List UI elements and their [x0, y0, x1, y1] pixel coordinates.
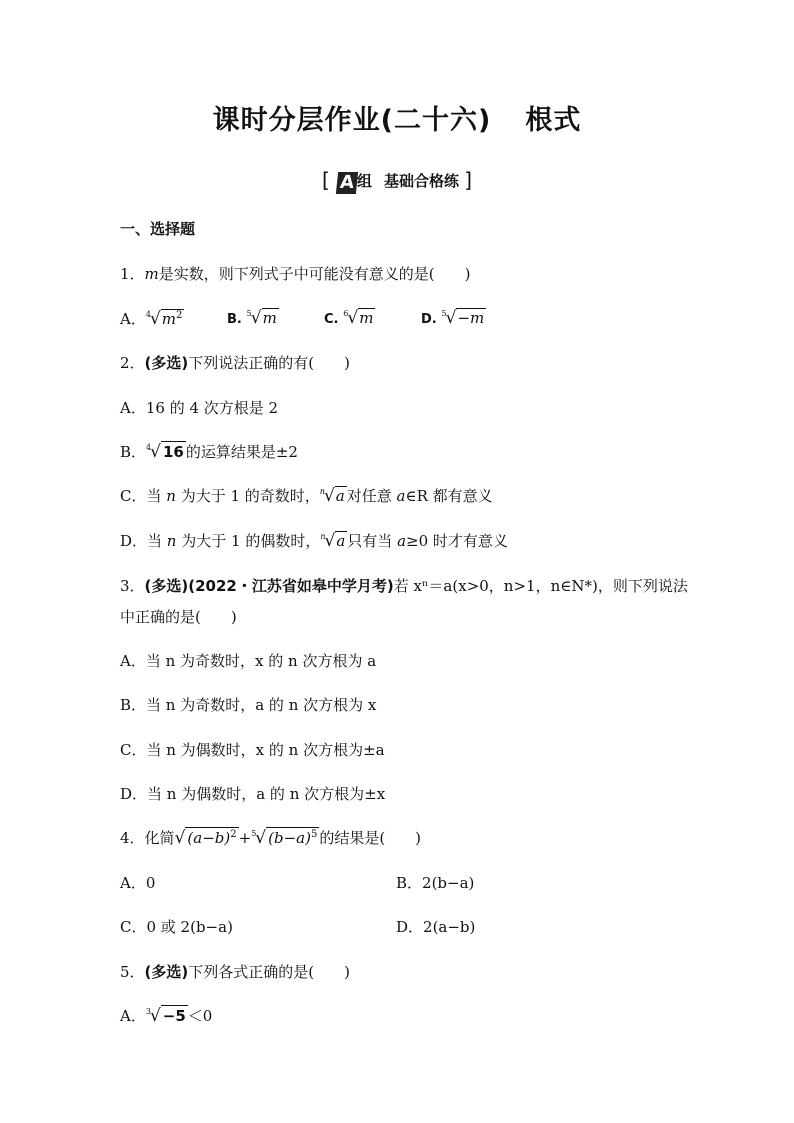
q1-option-a — [120, 308, 184, 329]
var: a — [396, 487, 406, 505]
var: n — [166, 487, 176, 505]
q1-var: m — [144, 265, 159, 283]
radicand-expr: (a−b) — [187, 829, 231, 847]
q3-text-continued: 中正确的是( ) — [120, 608, 237, 626]
question-2 — [120, 352, 350, 373]
q1-number: 1． — [120, 265, 145, 283]
q4-option-c: C．0 或 2(b−a) — [120, 918, 233, 936]
q3-option-a: A．当 n 为奇数时，x 的 n 次方根为 a — [120, 652, 377, 670]
q4-option-b: B．2(b−a) — [396, 874, 475, 892]
q1-option-d — [421, 308, 486, 328]
radicand: −m — [457, 309, 485, 327]
q3-option-c: C．当 n 为偶数时，x 的 n 次方根为±a — [120, 741, 385, 759]
radicand-var: m — [161, 310, 177, 328]
q2-option-c — [120, 485, 493, 506]
exponent: 2 — [176, 310, 183, 321]
radical-sign-icon: √ — [445, 308, 457, 328]
q3-option-d: D．当 n 为偶数时，a 的 n 次方根为±x — [120, 785, 386, 803]
root-index: n — [320, 532, 326, 541]
option-label: B. — [227, 312, 242, 327]
q2-tag: (多选) — [144, 354, 189, 372]
radical-sign-icon: √ — [323, 486, 335, 506]
option-label: A． — [120, 310, 146, 328]
question-3 — [120, 575, 688, 596]
exponent: 2 — [230, 829, 237, 840]
q1-option-c — [324, 308, 375, 328]
radical-sign-icon: √ — [347, 308, 359, 328]
option-text: ＜0 — [187, 1007, 213, 1025]
plus-sign: + — [238, 829, 252, 847]
option-text: 的运算结果是±2 — [185, 443, 298, 461]
root-index: 6 — [343, 309, 349, 318]
q3-number: 3． — [120, 577, 145, 595]
option-label: A． — [120, 1007, 146, 1025]
radicand — [185, 827, 238, 847]
bracket-right: ] — [464, 168, 473, 192]
question-4 — [120, 827, 421, 848]
radical-sign-icon: √ — [150, 442, 161, 462]
q5-number: 5． — [120, 963, 145, 981]
root-index: 4 — [146, 443, 152, 452]
q5-tag: (多选) — [144, 963, 189, 981]
page-title — [0, 98, 794, 137]
q2-text: 下列说法正确的有( ) — [188, 354, 350, 372]
radicand: 16 — [162, 443, 184, 461]
title-main: 课时分层作业(二十六) — [212, 105, 492, 136]
text: 只有当 — [347, 532, 398, 550]
radicand: a — [335, 487, 345, 505]
radicand — [161, 309, 185, 328]
radical-sign-icon: √ — [255, 828, 267, 848]
q3-option-b: B．当 n 为奇数时，a 的 n 次方根为 x — [120, 696, 377, 714]
radical-sign-icon: √ — [149, 1006, 161, 1026]
option-label: C. — [324, 312, 339, 327]
q2-option-d — [120, 530, 508, 551]
bracket-left: [ — [321, 168, 330, 192]
radicand: m — [262, 309, 277, 327]
q3-text: 若 xⁿ＝a(x>0，n>1，n∈N*)，则下列说法 — [393, 577, 688, 595]
root-index: n — [319, 487, 325, 496]
group-name: 基础合格练 — [383, 172, 459, 190]
group-letter-badge: A — [336, 172, 358, 194]
q5-text: 下列各式正确的是( ) — [188, 963, 350, 981]
radical-sign-icon: √ — [324, 531, 336, 551]
question-1 — [120, 263, 471, 284]
title-sub: 根式 — [525, 105, 582, 136]
text: D．当 — [120, 532, 167, 550]
text: C．当 — [120, 487, 167, 505]
q3-tag: (多选)(2022・江苏省如皋中学月考) — [144, 577, 394, 595]
section-heading: 一、选择题 — [120, 220, 196, 238]
root-index: 4 — [145, 310, 151, 319]
var: a — [397, 532, 407, 550]
question-5 — [120, 961, 350, 982]
group-heading — [0, 168, 794, 194]
root-index: 5 — [251, 829, 257, 838]
option-label: B． — [120, 443, 147, 461]
text: ≥0 时才有意义 — [406, 532, 508, 550]
root-index: 5 — [441, 309, 447, 318]
q4-text-post: 的结果是( ) — [319, 829, 422, 847]
text: 对任意 — [346, 487, 397, 505]
root-index: 5 — [246, 309, 252, 318]
radicand: a — [336, 532, 346, 550]
root-index: 3 — [145, 1007, 151, 1016]
text: ∈R 都有意义 — [405, 487, 493, 505]
q2-number: 2． — [120, 354, 145, 372]
option-label: D. — [421, 312, 437, 327]
q1-text: 是实数，则下列式子中可能没有意义的是( ) — [158, 265, 471, 283]
q4-number: 4． — [120, 829, 145, 847]
q4-text: 化简 — [144, 829, 175, 847]
radical-sign-icon: √ — [149, 309, 161, 329]
q5-option-a — [120, 1005, 212, 1026]
group-word: 组 — [356, 172, 372, 190]
q4-option-a: A．0 — [120, 874, 156, 892]
exponent: 5 — [310, 829, 318, 840]
radical-sign-icon: √ — [250, 308, 262, 328]
radicand-expr: (b−a) — [268, 829, 311, 847]
radical-sign-icon: √ — [174, 828, 186, 848]
radicand — [266, 827, 319, 847]
q2-option-b — [120, 441, 298, 462]
var: n — [166, 532, 177, 550]
radicand: m — [359, 309, 374, 327]
radicand: −5 — [162, 1007, 186, 1025]
text: 为大于 1 的偶数时， — [176, 532, 321, 550]
q2-option-a: A．16 的 4 次方根是 2 — [120, 399, 279, 417]
text: 为大于 1 的奇数时， — [175, 487, 320, 505]
q4-option-d: D．2(a−b) — [396, 918, 476, 936]
q1-option-b — [227, 308, 279, 328]
